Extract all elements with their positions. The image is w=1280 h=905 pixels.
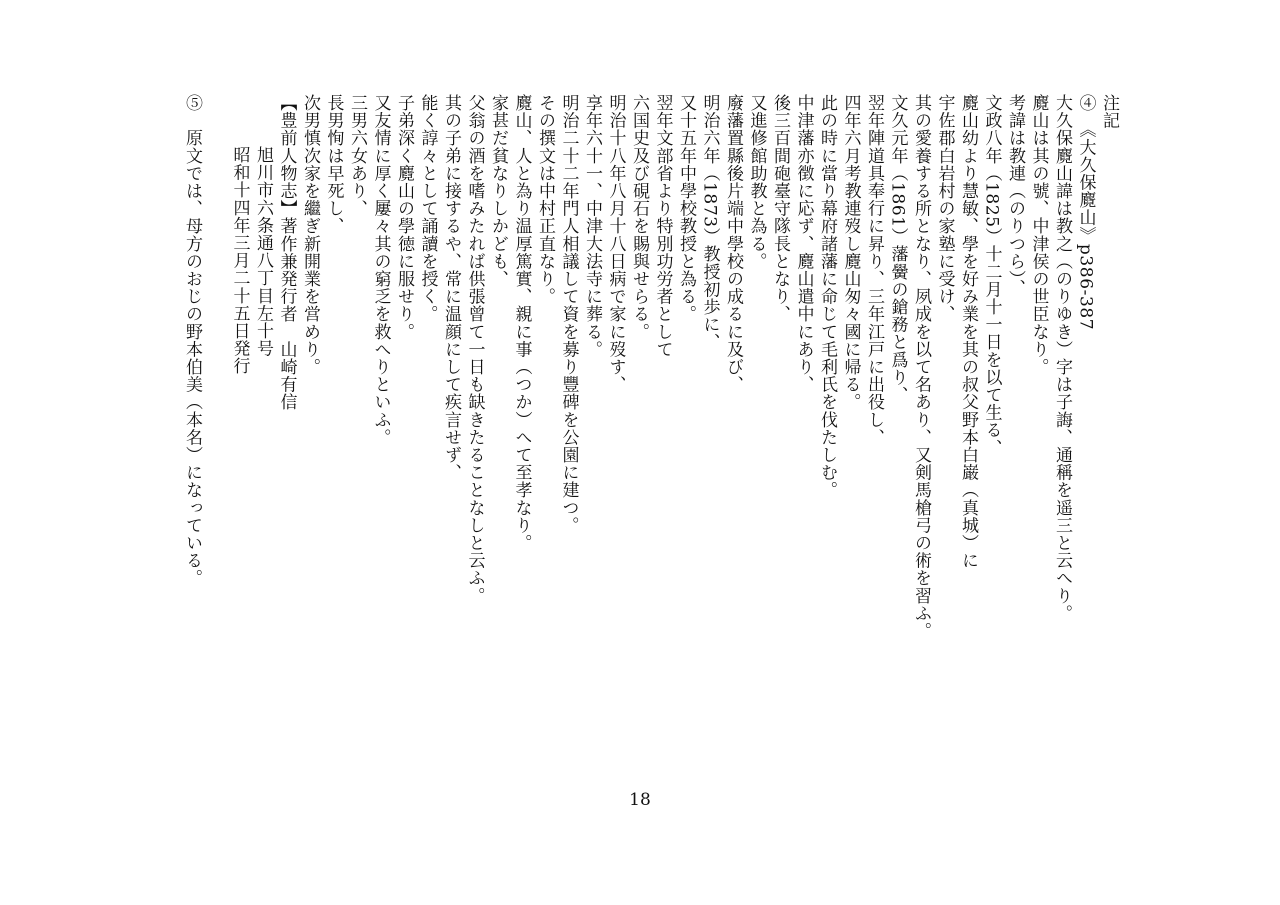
note-line: 【豊前人物志】著作兼発行者 山崎有信 [276, 94, 297, 411]
note-line: 麑山幼より慧敏、學を好み業を其の叔父野本白巌（真城）に [958, 94, 978, 570]
note-line: 翌年陣道具奉行に昇り、三年江戸に出役し、 [864, 94, 884, 446]
note-line: 能く諄々として誦讀を授く。 [417, 94, 438, 323]
note-line: 麑山は其の號、中津侯の世臣なり。 [1028, 94, 1049, 376]
note-line: その撰文は中村正直なり。 [535, 94, 555, 306]
note-line: 六国史及び硯石を賜與せらる。 [629, 94, 649, 341]
note-line: 四年六月考教連歿し麑山匆々國に帰る。 [840, 94, 861, 411]
note-line: 旭川市六条通八丁目左十号 [253, 146, 273, 358]
note-line: 麑山、人と為り温厚篤實、親に事（つか）へて至孝なり。 [511, 94, 532, 552]
note-line: 享年六十一、中津大法寺に葬る。 [582, 94, 602, 358]
note-line: ④ 《大久保麑山》p386-387 [1075, 94, 1096, 331]
note-line: 昭和十四年三月二十五日発行 [229, 146, 250, 375]
note-line: 其の子弟に接するや、常に温顔にして疾言せず、 [441, 94, 461, 482]
note-line: 此の時に當り幕府諸藩に命じて毛利氏を伐たしむ。 [817, 94, 837, 499]
note-line: ⑤ 原文では、母方のおじの野本伯美（本名）になっている。 [182, 94, 202, 587]
vertical-text-block [180, 94, 1121, 640]
note-line: 又十五年中學校教授と為る。 [676, 94, 696, 323]
note-line: 三男六女あり、 [347, 94, 367, 218]
note-line: 中津藩亦徴に応ず、麑山遣中にあり、 [793, 94, 814, 394]
note-line: 又友情に厚く屢々其の窮乏を救へりといふ。 [370, 94, 391, 446]
note-line: 考諱は教連（のりつら）、 [1005, 94, 1025, 297]
note-line: 家甚だ貧なりしかども、 [488, 94, 508, 288]
note-line: 翌年文部省より特別功労者として [652, 94, 673, 358]
note-line: 又進修館助教と為る。 [746, 94, 767, 270]
note-line: 長男恂は早死し、 [323, 94, 344, 235]
note-line: 後三百間砲臺守隊長となり、 [770, 94, 790, 323]
note-line: 明治二十二年門人相議して資を募り豐碑を公園に建つ。 [558, 94, 579, 534]
note-line: 其の愛養する所となり、夙成を以て名あり、又剣馬槍弓の術を習ふ。 [911, 94, 931, 640]
note-lines [180, 94, 1097, 640]
note-line: 明治十八年八月十八日病で家に歿す、 [605, 94, 626, 394]
note-line: 文久元年（1861）藩黌の鎗務と爲り、 [887, 94, 908, 404]
note-line: 父翁の酒を嗜みたれば供張曾て一日も缺きたることなしと云ふ。 [464, 94, 485, 605]
note-line: 明治六年（1873）教授初歩に、 [699, 94, 720, 351]
notes-heading: 注記 [1099, 94, 1119, 130]
note-line: 宇佐郡白岩村の家塾に受け、 [934, 94, 955, 323]
note-line: 廢藩置縣後片端中學校の成るに及び、 [723, 94, 743, 394]
page-number: 18 [629, 790, 651, 810]
note-line: 次男慎次家を繼ぎ新開業を営めり。 [300, 94, 320, 376]
note-line: 文政八年（1825）十二月十一日を以て生る、 [981, 94, 1002, 457]
note-line: 子弟深く麑山の學徳に服せり。 [394, 94, 414, 341]
note-line: 大久保麑山諱は教之（のりゆき）字は子誨、通稱を遥三と云へり。 [1052, 94, 1072, 622]
